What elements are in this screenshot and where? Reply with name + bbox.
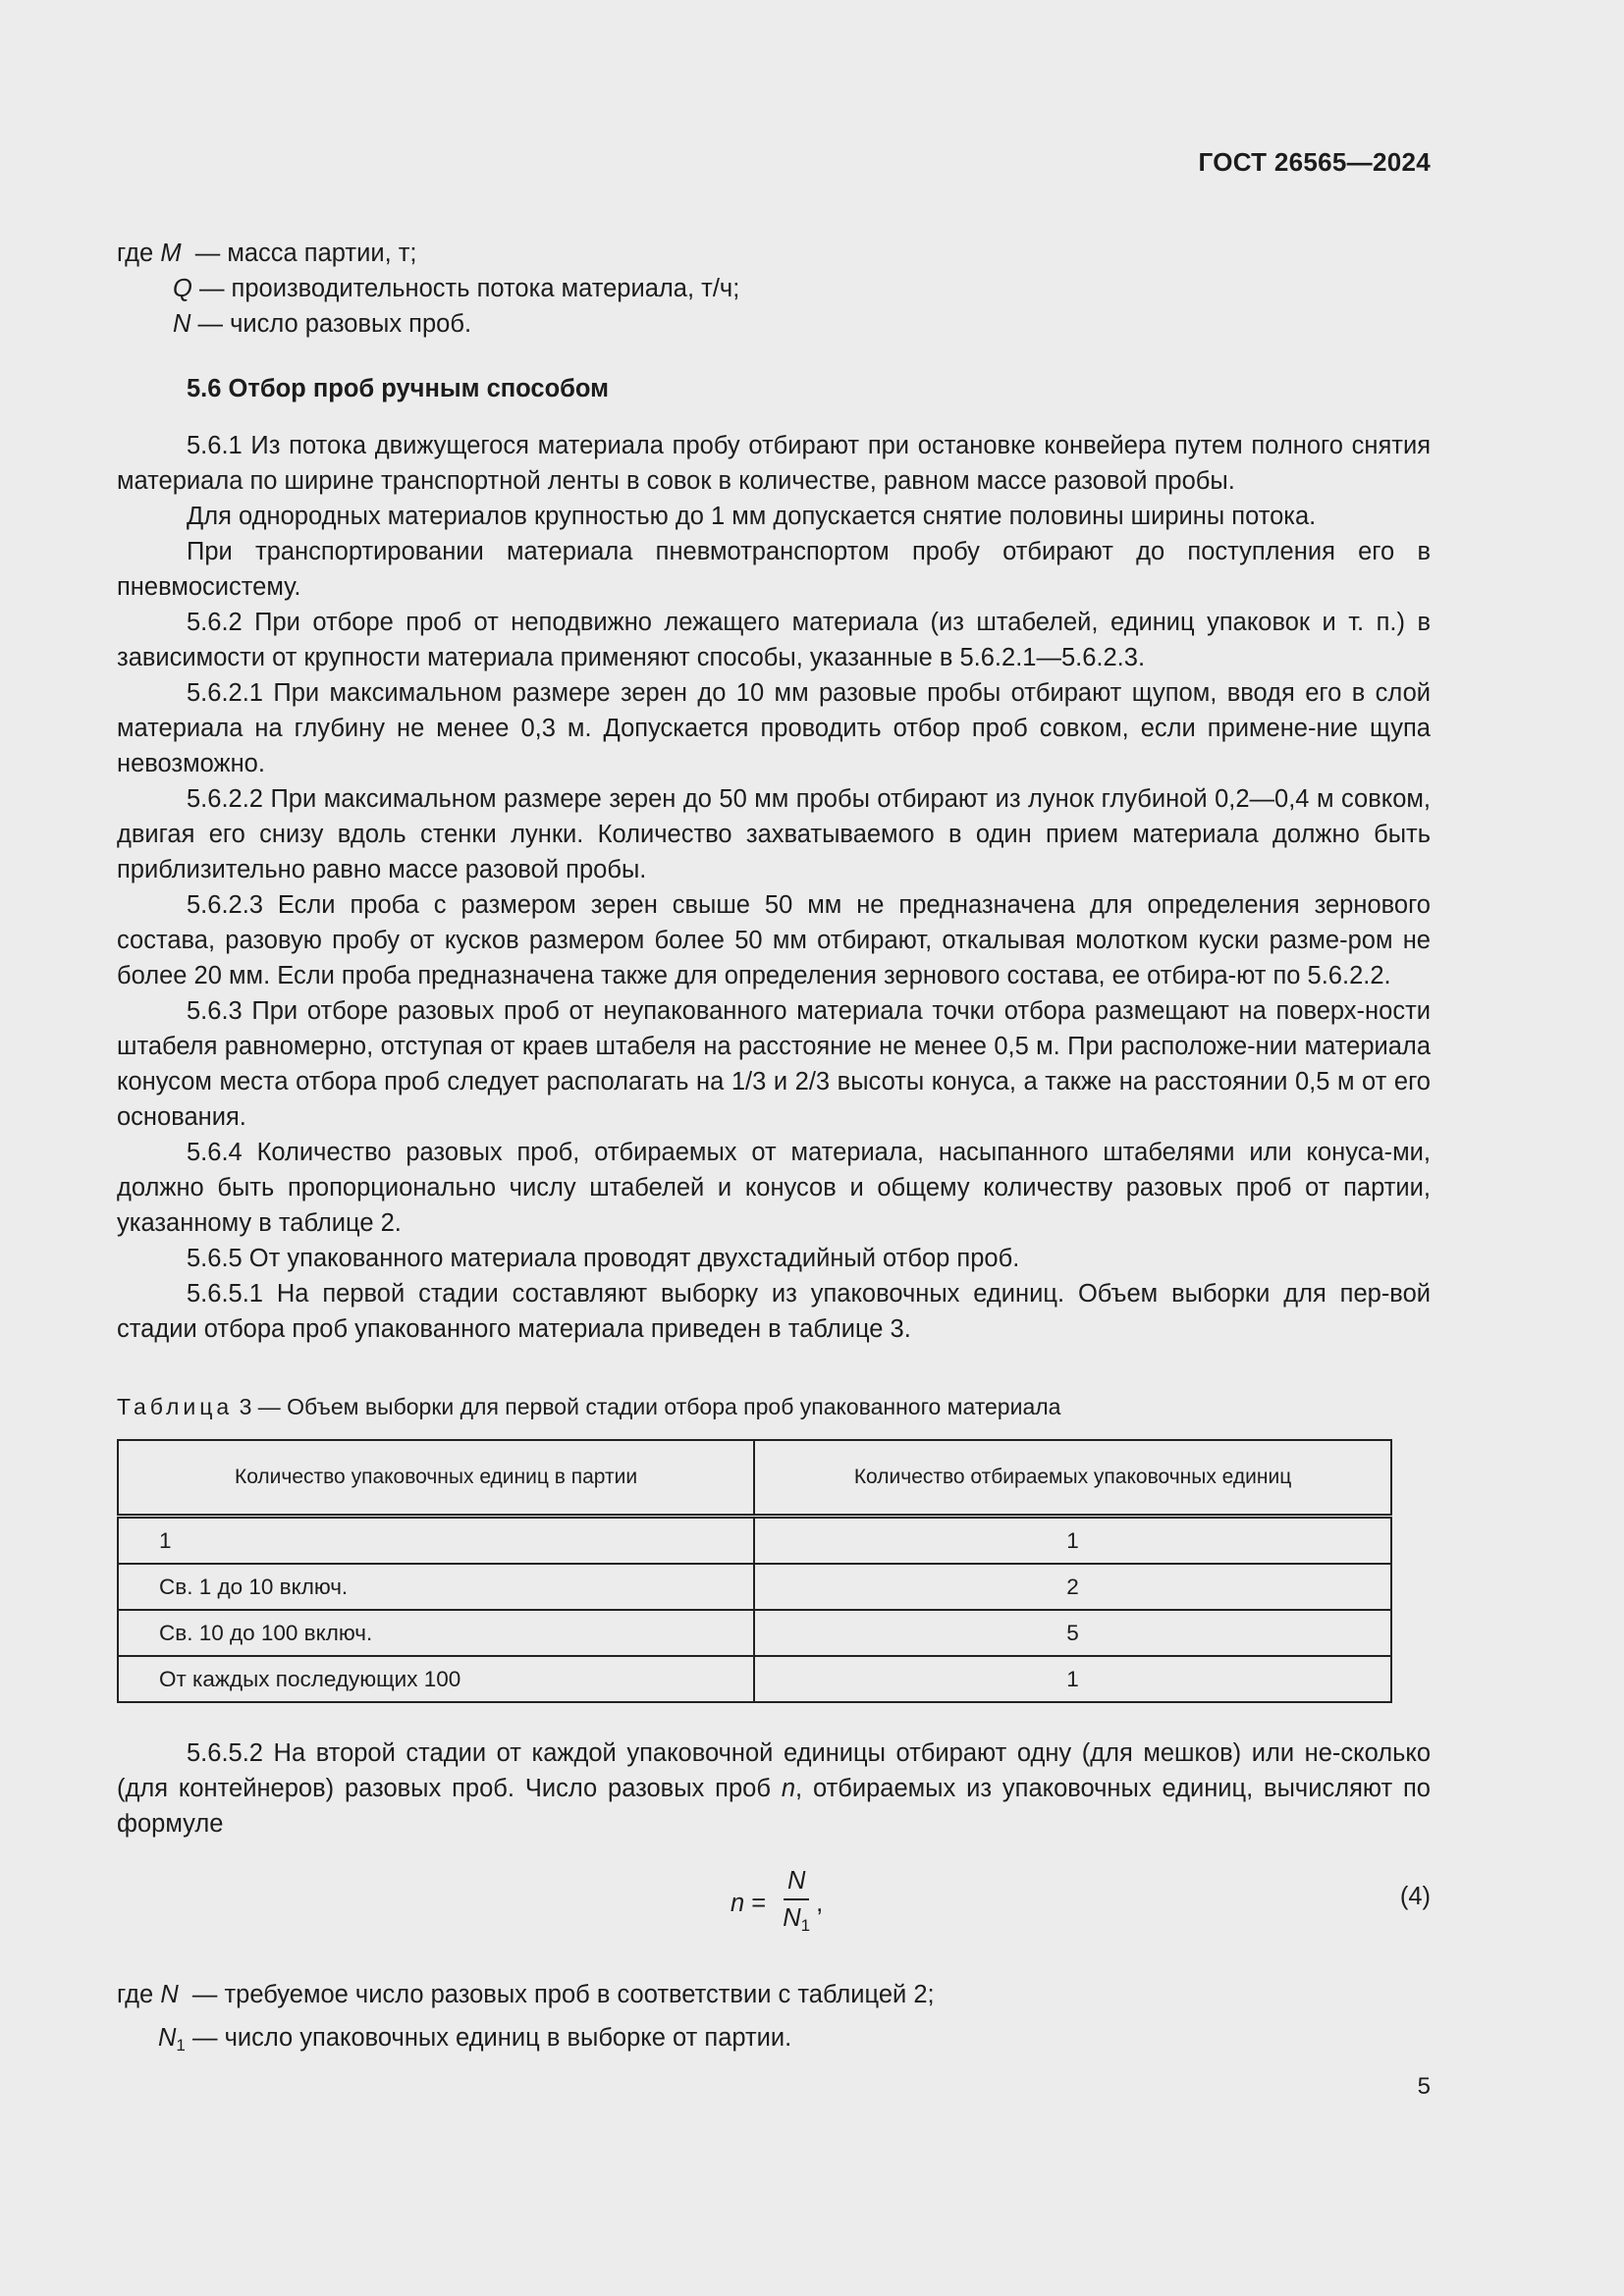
table-caption [117,1394,1060,1420]
where-row [117,2020,935,2063]
table-cell: От каждых последующих 100 [118,1656,754,1702]
formula-denominator-symbol: N [783,1904,801,1932]
table-caption-label: Таблица [117,1394,234,1419]
paragraph-after-table [117,1735,1431,1842]
table-cell: Св. 10 до 100 включ. [118,1610,754,1656]
paragraph-text: 5.6.5.2 На второй стадии от каждой упаковочной единицы отбирают одну (для мешков) или не-сколько (для контейнеров) разовых проб. Число разовых проб [117,1739,1431,1802]
body-paragraphs [117,428,1431,1347]
symbol-n1: N [158,2024,177,2052]
paragraph: 5.6.4 Количество разовых проб, отбираемых от материала, насыпанного штабелями или конуса-ми, должно быть пропорционально числу штабелей и конусов и общему количеству разовых проб от партии, указанному в таблице 2. [117,1139,1431,1237]
table-cell: 1 [754,1517,1391,1565]
equation-number: (4) [1399,1883,1431,1910]
where-row [117,306,739,342]
table-cell: Св. 1 до 10 включ. [118,1564,754,1610]
symbol-subscript: 1 [176,2036,186,2055]
symbol-n: N [160,1981,179,2008]
formula-fraction [779,1865,814,1942]
formula-equals: = [744,1889,774,1917]
standard-header: ГОСТ 26565—2024 [1198,147,1431,177]
page-number: 5 [1417,2073,1431,2100]
formula-denominator-subscript: 1 [800,1916,811,1935]
table-cell: 1 [118,1517,754,1565]
table-row [118,1610,1391,1656]
table-cell: 2 [754,1564,1391,1610]
where-definition: — требуемое число разовых проб в соответствии с таблицей 2; [191,1981,935,2008]
where-block-1 [117,236,739,342]
table-row [118,1656,1391,1702]
symbol-m: M [160,240,182,267]
where-row [117,271,739,306]
where-block-2 [117,1977,935,2063]
paragraph-text: , отбираемых из упаковочных единиц, вычисляют по формуле [117,1775,1431,1838]
table-caption-text: 3 — Объем выборки для первой стадии отбора проб упакованного материала [233,1394,1061,1419]
paragraph: 5.6.3 При отборе разовых проб от неупакованного материала точки отбора размещают на поверх-ности штабеля равномерно, отступая от краев штабеля на расстояние не менее 0,5 м. При расположе-нии материала конусом места отбора проб следует располагать на 1/3 и 2/3 высоты конуса, а также на расстоянии 0,5 м от его основания. [117,997,1431,1131]
paragraph: Для однородных материалов крупностью до 1 мм допускается снятие половины ширины потока. [187,503,1317,530]
sample-size-table [117,1439,1392,1703]
paragraph: 5.6.2.2 При максимальном размере зерен до 50 мм пробы отбирают из лунок глубиной 0,2—0,4 м совком, двигая его снизу вдоль стенки лунки. Количество захватываемого в один прием материала должно быть приблизительно равно массе разовой пробы. [117,785,1431,883]
paragraph: 5.6.5.1 На первой стадии составляют выборку из упаковочных единиц. Объем выборки для пер-вой стадии отбора проб упакованного материала приведен в таблице 3. [117,1280,1431,1343]
symbol-q: Q [173,275,192,302]
table-cell: 1 [754,1656,1391,1702]
section-title: 5.6 Отбор проб ручным способом [187,375,610,402]
paragraph: 5.6.2.3 Если проба с размером зерен свыше 50 мм не предназначена для определения зернового состава, разовую пробу от кусков размером более 50 мм отбирают, откалывая молотком куски разме-ром не более 20 мм. Если проба предназначена также для определения зернового состава, ее отбира-ют по 5.6.2.2. [117,891,1431,989]
where-row [117,236,739,271]
where-definition: — производительность потока материала, т/ч; [198,275,740,302]
table-cell: 5 [754,1610,1391,1656]
paragraph: 5.6.2 При отборе проб от неподвижно лежащего материала (из штабелей, единиц упаковок и т. п.) в зависимости от крупности материала применяют способы, указанные в 5.6.2.1—5.6.2.3. [117,609,1431,671]
where-lead: где [117,240,154,267]
symbol-n: N [173,310,191,338]
where-lead: где [117,1981,154,2008]
formula-4 [731,1865,823,1942]
where-definition: — число упаковочных единиц в выборке от партии. [191,2024,792,2052]
paragraph: При транспортировании материала пневмотранспортом пробу отбирают до поступления его в пневмосистему. [117,538,1431,601]
symbol-n-lower: n [781,1775,795,1802]
paragraph: 5.6.2.1 При максимальном размере зерен до 10 мм разовые пробы отбирают щупом, вводя его в слой материала на глубину не менее 0,3 м. Допускается проводить отбор проб совком, если примене-ние щупа невозможно. [117,679,1431,777]
paragraph [117,1735,1431,1842]
paragraph: 5.6.1 Из потока движущегося материала пробу отбирают при остановке конвейера путем полного снятия материала по ширине транспортной ленты в совок в количестве, равном массе разовой пробы. [117,432,1431,495]
where-definition: — число разовых проб. [197,310,472,338]
where-row [117,1977,935,2012]
table-header-row [118,1440,1391,1517]
where-definition: — масса партии, т; [194,240,417,267]
formula-tail: , [816,1889,824,1917]
formula-numerator: N [784,1865,809,1900]
table-header-cell: Количество упаковочных единиц в партии [118,1440,754,1517]
formula-lhs: n [731,1889,745,1917]
table-header-cell: Количество отбираемых упаковочных единиц [754,1440,1391,1517]
paragraph: 5.6.5 От упакованного материала проводят двухстадийный отбор проб. [187,1245,1020,1272]
formula-denominator [779,1900,814,1942]
table-row [118,1564,1391,1610]
table-row [118,1517,1391,1565]
